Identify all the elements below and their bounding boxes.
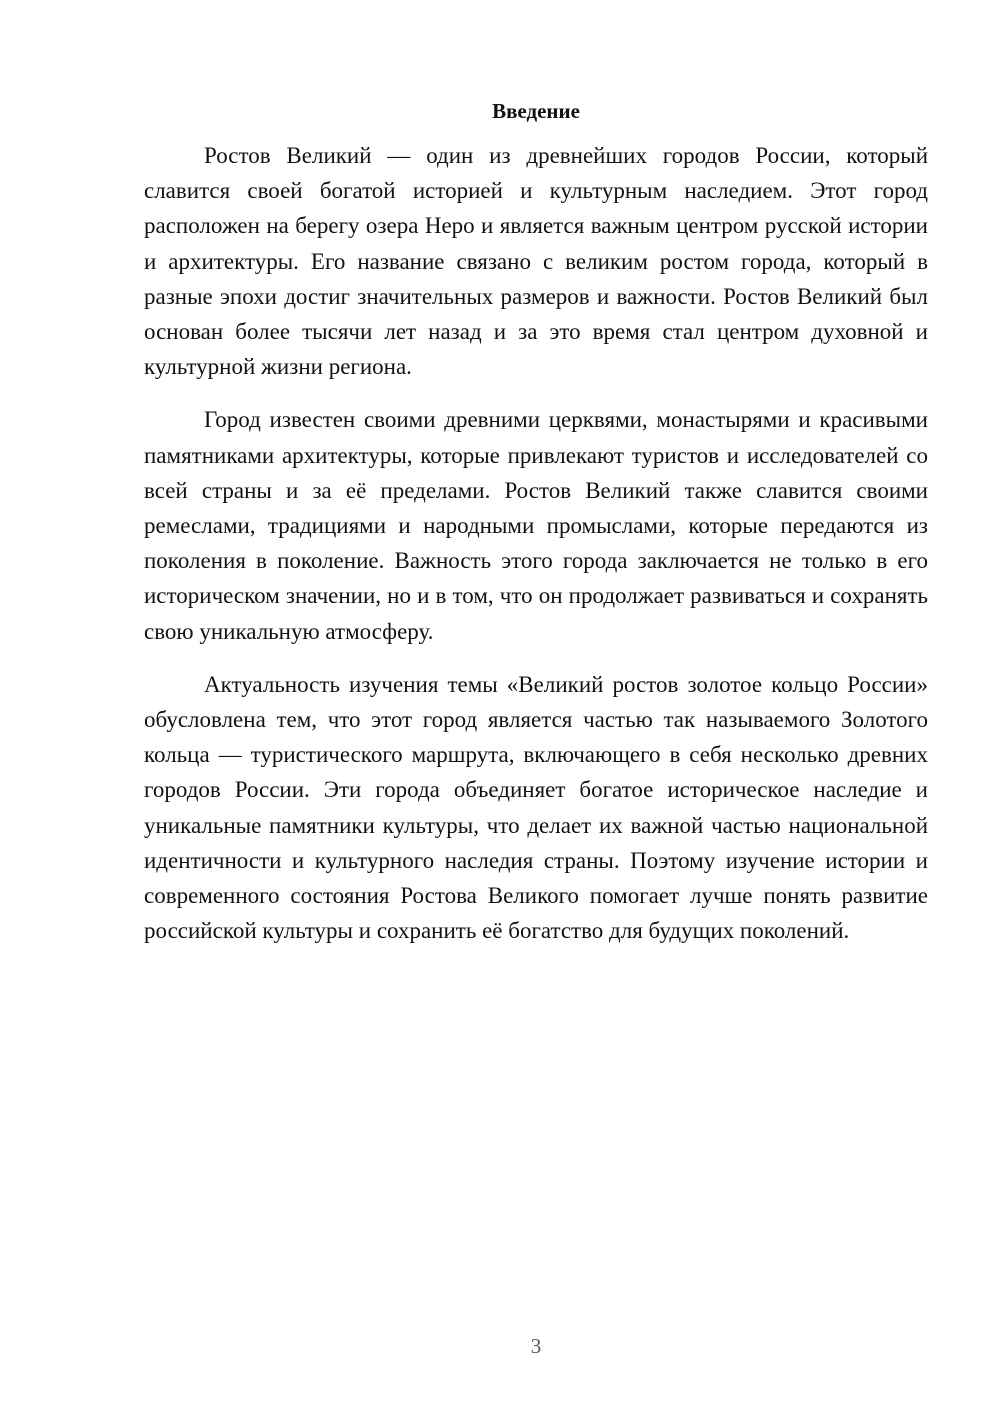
- paragraph-2: Город известен своими древними церквями, монастырями и красивыми памятниками архитектуры, которые привлекают туристов и исследователей со всей страны и за её пределами. Ростов Великий также славится своими ремеслами, традициями и народными промыслами, которые передаются из поколения в поколение. Важность этого города заключается не только в его историческом значении, но и в том, что он продолжает развиваться и сохранять свою уникальную атмосферу.: [144, 407, 928, 644]
- section-heading: Введение: [492, 99, 580, 123]
- paragraph-1: Ростов Великий — один из древнейших городов России, который славится своей богатой историей и культурным наследием. Этот город расположен на берегу озера Неро и является важным центром русской истории и архитектуры. Его название связано с великим ростом города, который в разные эпохи достиг значительных размеров и важности. Ростов Великий был основан более тысячи лет назад и за это время стал центром духовной и культурной жизни региона.: [144, 143, 928, 380]
- page-content: [144, 96, 928, 966]
- page-number: 3: [530, 1334, 542, 1358]
- paragraph-3: Актуальность изучения темы «Великий ростов золотое кольцо России» обусловлена тем, что этот город является частью так называемого Золотого кольца — туристического маршрута, включающего в себя несколько древних городов России. Эти города объединяет богатое историческое наследие и уникальные памятники культуры, что делает их важной частью национальной идентичности и культурного наследия страны. Поэтому изучение истории и современного состояния Ростова Великого помогает лучше понять развитие российской культуры и сохранить её богатство для будущих поколений.: [144, 671, 928, 944]
